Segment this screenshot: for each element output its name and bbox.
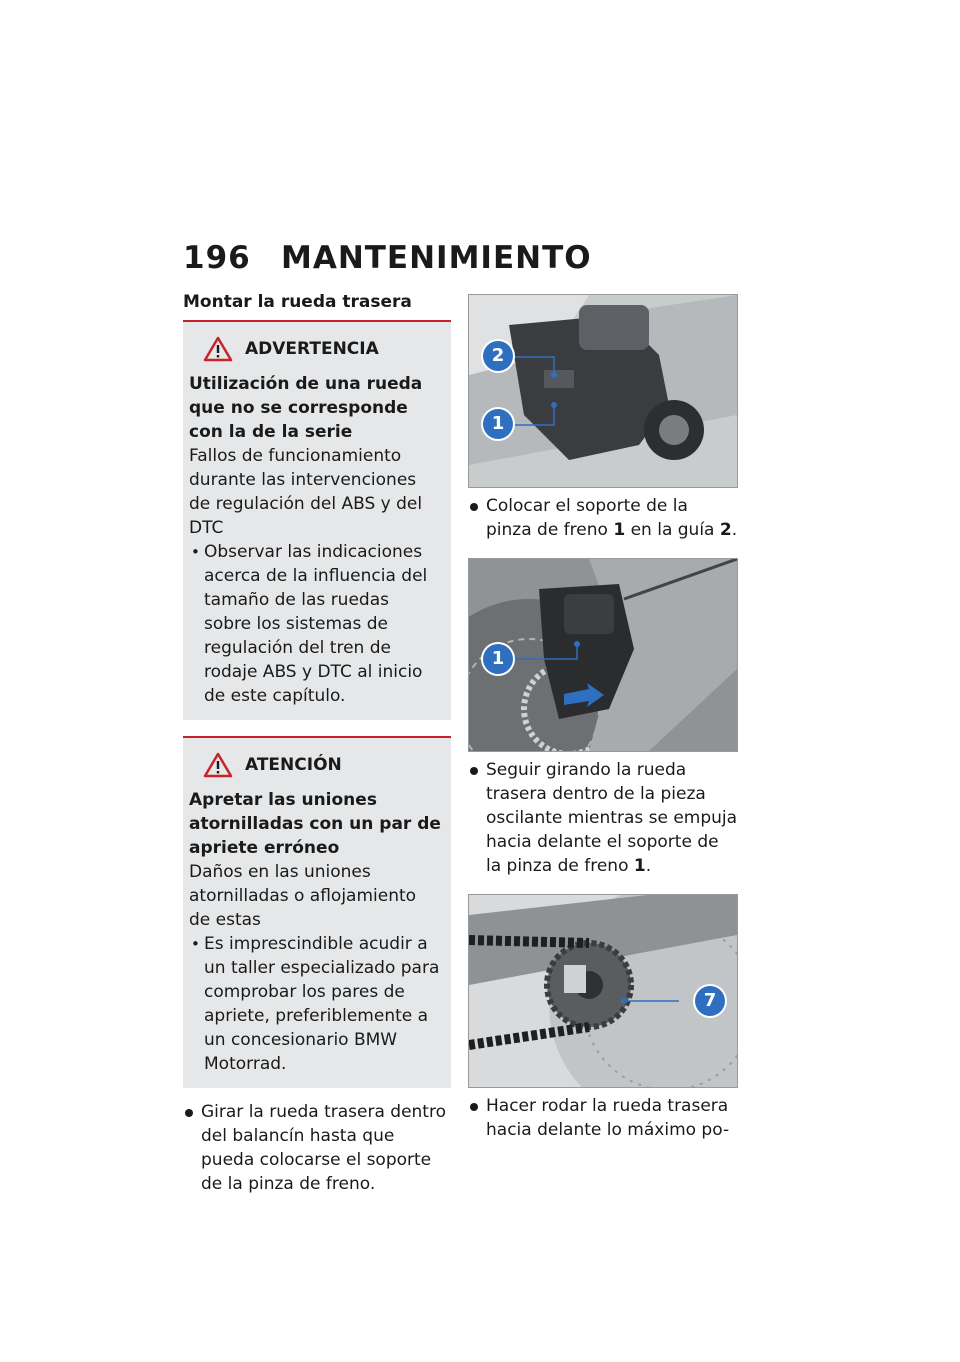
warning-box (183, 320, 451, 720)
warning-triangle-icon (203, 336, 233, 362)
list-item: • Es imprescindible acudir a un taller especializado para comprobar los pares de apriete, preferiblemente a un concesionario BMW Motorrad. (189, 932, 441, 1076)
list-item: Girar la rueda trasera dentro del balancín hasta que pueda colocarse el soporte de la pinza de freno. (183, 1100, 451, 1196)
list-item (468, 758, 738, 878)
callout-1: 1 (483, 409, 513, 439)
warning-header (203, 336, 441, 362)
right-column (468, 294, 738, 1158)
step-text: Seguir girando la rueda trasera dentro de la pieza oscilante mientras se empuja hacia delante el soporte de la pinza de freno (486, 760, 738, 876)
rear-wheel-caliper-photo (468, 558, 738, 752)
step-text: Colocar el soporte de la pinza de freno (486, 496, 688, 540)
warning-text: Fallos de funcionamiento durante las intervenciones de regulación del ABS y del DTC (189, 446, 423, 538)
warning-heading: Utilización de una rueda que no se corresponde con la de la serie (189, 374, 423, 442)
callout-1: 1 (483, 644, 513, 674)
ref-number: 1 (613, 520, 626, 540)
rear-wheel-chain-photo (468, 894, 738, 1088)
page-header (183, 240, 592, 276)
list-item: • Observar las indicaciones acerca de la influencia del tamaño de las ruedas sobre los sistemas de regulación del tren de rodaje ABS y DTC al inicio de este capítulo. (189, 540, 441, 708)
ref-number: 1 (633, 856, 646, 876)
attention-heading: Apretar las uniones atornilladas con un par de apriete erróneo (189, 790, 441, 858)
warning-list (189, 540, 441, 708)
left-column (183, 292, 451, 1196)
section-title: Montar la rueda trasera (183, 292, 412, 312)
ref-number: 2 (719, 520, 732, 540)
attention-header (203, 752, 441, 778)
warning-label: ADVERTENCIA (245, 339, 379, 359)
callout-2: 2 (483, 341, 513, 371)
step-text: en la guía (630, 520, 715, 540)
left-steps (183, 1100, 451, 1196)
right-steps-2 (468, 758, 738, 878)
callout-7: 7 (695, 986, 725, 1016)
list-item (468, 494, 738, 542)
photo-illustration (469, 895, 737, 1087)
attention-label: ATENCIÓN (245, 755, 342, 775)
attention-box (183, 736, 451, 1088)
step-text: . (731, 520, 738, 540)
chapter-title: MANTENIMIENTO (281, 240, 592, 276)
right-steps-3 (468, 1094, 738, 1142)
attention-list (189, 932, 441, 1076)
page-number: 196 (183, 240, 251, 276)
list-item: Hacer rodar la rueda trasera hacia delante lo máximo po- (468, 1094, 738, 1142)
warning-triangle-icon (203, 752, 233, 778)
photo-illustration (469, 295, 737, 487)
step-text: . (645, 856, 652, 876)
right-steps-1 (468, 494, 738, 542)
brake-caliper-bracket-photo (468, 294, 738, 488)
attention-text: Daños en las uniones atornilladas o aflojamiento de estas (189, 862, 417, 930)
